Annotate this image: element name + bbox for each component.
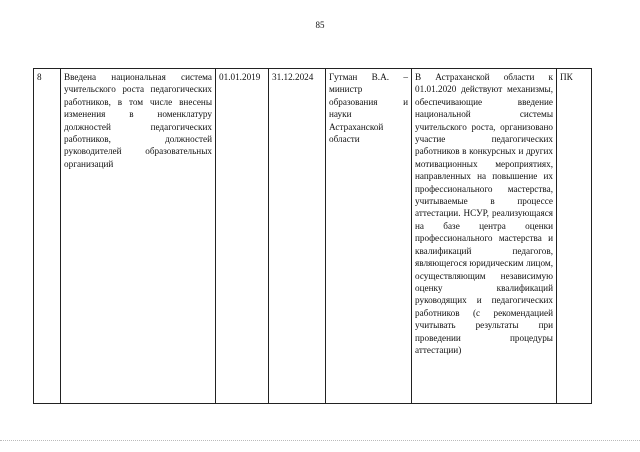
- row-number-cell: 8: [34, 69, 61, 404]
- event-cell: Введена национальная система учительского роста педагогических работников, в том числе внесены изменения в номенклатуру должностей педагогических работников, должностей руководителей образовательных организаций: [61, 69, 216, 404]
- scan-edge-line: [0, 440, 640, 442]
- page-number: 85: [315, 20, 325, 30]
- type-cell: ПК: [557, 69, 592, 404]
- measures-table: [33, 68, 592, 404]
- table-row: [34, 69, 592, 404]
- start-date-cell: 01.01.2019: [216, 69, 269, 404]
- result-cell: В Астраханской области к 01.01.2020 действуют механизмы, обеспечивающие введение национальной системы учительского роста, организовано участие педагогических работников в конкурсных и других мотивационных мероприятиях, направленных на повышение их профессионального мастерства, учитываемые в процессе аттестации. НСУР, реализующаяся на базе центра оценки профессионального мастерства и квалификаций педагогов, являющегося юридическим лицом, осуществляющим независимую оценку квалификаций руководящих и педагогических работников (с рекомендацией учитывать результаты при проведении процедуры аттестации): [412, 69, 557, 404]
- end-date-cell: 31.12.2024: [269, 69, 326, 404]
- responsible-cell: Гутман В.А. – министр образования и науки Астраханской области: [326, 69, 412, 404]
